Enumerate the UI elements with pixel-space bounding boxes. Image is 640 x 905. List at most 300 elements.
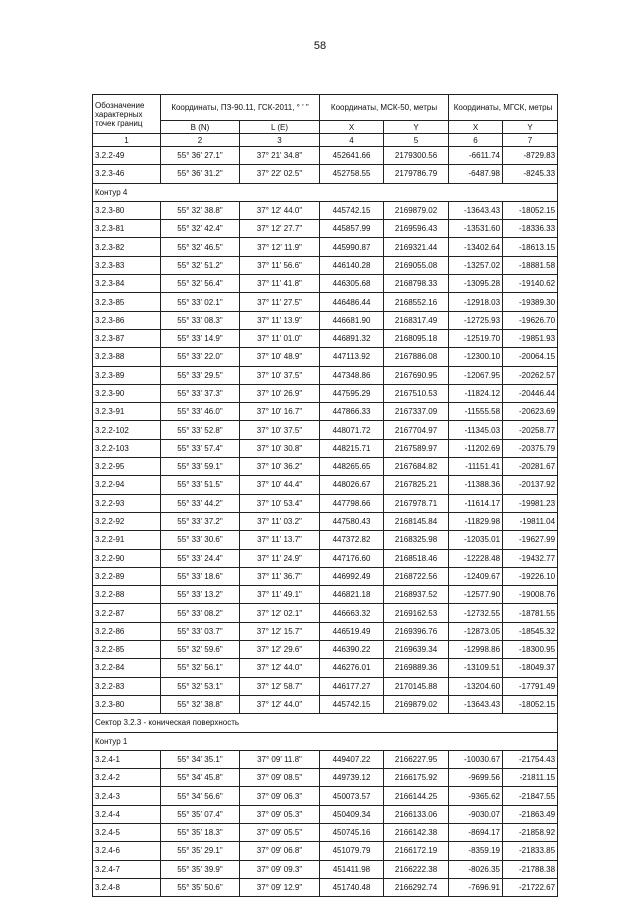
table-row (93, 147, 558, 165)
msk-x-cell: 447372.82 (320, 531, 384, 549)
longitude-cell: 37° 09' 11.8" (240, 750, 320, 768)
msk-x-cell: 446390.22 (320, 641, 384, 659)
table-row (93, 348, 558, 366)
longitude-cell: 37° 12' 58.7" (240, 677, 320, 695)
latitude-cell: 55° 36' 27.1" (161, 147, 240, 165)
msk-x-cell: 452641.66 (320, 147, 384, 165)
mgsk-x-cell: -10030.67 (449, 750, 503, 768)
point-id-cell: 3.2.2-84 (93, 659, 161, 677)
msk-x-cell: 445742.15 (320, 201, 384, 219)
mgsk-y-cell: -21847.55 (503, 787, 558, 805)
latitude-cell: 55° 33' 44.2" (161, 494, 240, 512)
msk-y-cell: 2168722.56 (384, 567, 449, 585)
point-id-cell: 3.2.3-91 (93, 403, 161, 421)
longitude-cell: 37° 09' 06.3" (240, 787, 320, 805)
longitude-cell: 37° 10' 37.5" (240, 366, 320, 384)
longitude-cell: 37° 10' 36.2" (240, 458, 320, 476)
msk-y-cell: 2169321.44 (384, 238, 449, 256)
point-id-cell: 3.2.4-4 (93, 805, 161, 823)
msk-x-cell: 451740.48 (320, 878, 384, 896)
header-b: B (N) (161, 121, 240, 134)
mgsk-x-cell: -11824.12 (449, 384, 503, 402)
point-id-cell: 3.2.4-6 (93, 842, 161, 860)
mgsk-y-cell: -19226.10 (503, 567, 558, 585)
latitude-cell: 55° 33' 08.2" (161, 604, 240, 622)
mgsk-y-cell: -19811.04 (503, 512, 558, 530)
mgsk-y-cell: -21754.43 (503, 750, 558, 768)
section-label: Сектор 3.2.3 - коническая поверхность (93, 714, 558, 732)
msk-x-cell: 446891.32 (320, 329, 384, 347)
msk-x-cell: 447176.60 (320, 549, 384, 567)
table-row (93, 165, 558, 183)
msk-y-cell: 2179300.56 (384, 147, 449, 165)
mgsk-y-cell: -18052.15 (503, 201, 558, 219)
msk-x-cell: 447798.66 (320, 494, 384, 512)
table-row (93, 586, 558, 604)
mgsk-x-cell: -9365.62 (449, 787, 503, 805)
mgsk-x-cell: -11614.17 (449, 494, 503, 512)
msk-y-cell: 2167510.53 (384, 384, 449, 402)
msk-x-cell: 451079.79 (320, 842, 384, 860)
msk-y-cell: 2167690.95 (384, 366, 449, 384)
table-row (93, 567, 558, 585)
msk-y-cell: 2168145.84 (384, 512, 449, 530)
point-id-cell: 3.2.4-5 (93, 823, 161, 841)
msk-y-cell: 2169889.36 (384, 659, 449, 677)
latitude-cell: 55° 33' 57.4" (161, 439, 240, 457)
mgsk-x-cell: -12998.86 (449, 641, 503, 659)
latitude-cell: 55° 35' 18.3" (161, 823, 240, 841)
table-row (93, 695, 558, 713)
msk-x-cell: 447866.33 (320, 403, 384, 421)
longitude-cell: 37° 09' 12.9" (240, 878, 320, 896)
mgsk-y-cell: -19432.77 (503, 549, 558, 567)
msk-x-cell: 446140.28 (320, 256, 384, 274)
column-number: 7 (503, 134, 558, 147)
longitude-cell: 37° 09' 05.3" (240, 805, 320, 823)
longitude-cell: 37° 12' 29.6" (240, 641, 320, 659)
latitude-cell: 55° 33' 08.3" (161, 311, 240, 329)
section-row (93, 732, 558, 750)
longitude-cell: 37° 12' 02.1" (240, 604, 320, 622)
mgsk-y-cell: -19389.30 (503, 293, 558, 311)
mgsk-y-cell: -17791.49 (503, 677, 558, 695)
msk-y-cell: 2169055.08 (384, 256, 449, 274)
longitude-cell: 37° 10' 30.8" (240, 439, 320, 457)
point-id-cell: 3.2.3-87 (93, 329, 161, 347)
point-id-cell: 3.2.2-86 (93, 622, 161, 640)
mgsk-y-cell: -18336.33 (503, 220, 558, 238)
msk-x-cell: 446663.32 (320, 604, 384, 622)
mgsk-x-cell: -12732.55 (449, 604, 503, 622)
point-id-cell: 3.2.3-83 (93, 256, 161, 274)
point-id-cell: 3.2.4-1 (93, 750, 161, 768)
table-row (93, 805, 558, 823)
msk-x-cell: 446681.90 (320, 311, 384, 329)
mgsk-y-cell: -19008.76 (503, 586, 558, 604)
point-id-cell: 3.2.3-46 (93, 165, 161, 183)
column-number: 1 (93, 134, 161, 147)
mgsk-y-cell: -19627.99 (503, 531, 558, 549)
point-id-cell: 3.2.3-80 (93, 695, 161, 713)
mgsk-y-cell: -8245.33 (503, 165, 558, 183)
mgsk-x-cell: -11555.58 (449, 403, 503, 421)
latitude-cell: 55° 32' 42.4" (161, 220, 240, 238)
latitude-cell: 55° 33' 30.6" (161, 531, 240, 549)
msk-y-cell: 2166133.06 (384, 805, 449, 823)
longitude-cell: 37° 11' 36.7" (240, 567, 320, 585)
mgsk-x-cell: -12300.10 (449, 348, 503, 366)
latitude-cell: 55° 32' 56.4" (161, 275, 240, 293)
msk-y-cell: 2167704.97 (384, 421, 449, 439)
msk-x-cell: 448215.71 (320, 439, 384, 457)
latitude-cell: 55° 34' 45.8" (161, 769, 240, 787)
latitude-cell: 55° 33' 22.0" (161, 348, 240, 366)
longitude-cell: 37° 09' 06.8" (240, 842, 320, 860)
longitude-cell: 37° 12' 11.9" (240, 238, 320, 256)
longitude-cell: 37° 21' 34.8" (240, 147, 320, 165)
table-row (93, 677, 558, 695)
mgsk-x-cell: -13643.43 (449, 201, 503, 219)
mgsk-x-cell: -12035.01 (449, 531, 503, 549)
mgsk-x-cell: -9030.07 (449, 805, 503, 823)
mgsk-y-cell: -18613.15 (503, 238, 558, 256)
msk-x-cell: 446486.44 (320, 293, 384, 311)
column-number: 6 (449, 134, 503, 147)
latitude-cell: 55° 33' 13.2" (161, 586, 240, 604)
mgsk-x-cell: -11829.98 (449, 512, 503, 530)
latitude-cell: 55° 33' 52.8" (161, 421, 240, 439)
mgsk-x-cell: -13095.28 (449, 275, 503, 293)
msk-x-cell: 447348.86 (320, 366, 384, 384)
table-row (93, 878, 558, 896)
point-id-cell: 3.2.2-93 (93, 494, 161, 512)
point-id-cell: 3.2.2-102 (93, 421, 161, 439)
mgsk-y-cell: -8729.83 (503, 147, 558, 165)
latitude-cell: 55° 32' 38.8" (161, 695, 240, 713)
msk-x-cell: 445990.87 (320, 238, 384, 256)
mgsk-y-cell: -20281.67 (503, 458, 558, 476)
longitude-cell: 37° 10' 26.9" (240, 384, 320, 402)
section-row (93, 183, 558, 201)
msk-y-cell: 2167589.97 (384, 439, 449, 457)
longitude-cell: 37° 22' 02.5" (240, 165, 320, 183)
msk-x-cell: 446992.49 (320, 567, 384, 585)
msk-y-cell: 2168518.46 (384, 549, 449, 567)
header-point-designation: Обозначение характерных точек границ (93, 95, 161, 134)
msk-y-cell: 2167684.82 (384, 458, 449, 476)
mgsk-y-cell: -21811.15 (503, 769, 558, 787)
table-row (93, 787, 558, 805)
msk-x-cell: 448026.67 (320, 476, 384, 494)
msk-x-cell: 450745.16 (320, 823, 384, 841)
point-id-cell: 3.2.2-92 (93, 512, 161, 530)
table-row (93, 421, 558, 439)
point-id-cell: 3.2.2-94 (93, 476, 161, 494)
mgsk-x-cell: -8359.19 (449, 842, 503, 860)
longitude-cell: 37° 11' 13.9" (240, 311, 320, 329)
longitude-cell: 37° 10' 53.4" (240, 494, 320, 512)
point-id-cell: 3.2.2-90 (93, 549, 161, 567)
latitude-cell: 55° 33' 02.1" (161, 293, 240, 311)
latitude-cell: 55° 35' 39.9" (161, 860, 240, 878)
mgsk-y-cell: -20258.77 (503, 421, 558, 439)
mgsk-y-cell: -20446.44 (503, 384, 558, 402)
header-msk-coordinates: Координаты, МСК-50, метры (320, 95, 449, 121)
msk-x-cell: 449739.12 (320, 769, 384, 787)
mgsk-x-cell: -13257.02 (449, 256, 503, 274)
header-geo-coordinates: Координаты, ПЗ-90.11, ГСК-2011, ° ' " (161, 95, 320, 121)
point-id-cell: 3.2.4-2 (93, 769, 161, 787)
latitude-cell: 55° 32' 56.1" (161, 659, 240, 677)
latitude-cell: 55° 32' 46.5" (161, 238, 240, 256)
point-id-cell: 3.2.2-95 (93, 458, 161, 476)
longitude-cell: 37° 12' 44.0" (240, 659, 320, 677)
msk-y-cell: 2169879.02 (384, 695, 449, 713)
mgsk-x-cell: -12228.48 (449, 549, 503, 567)
mgsk-x-cell: -7696.91 (449, 878, 503, 896)
coordinates-table (92, 94, 558, 897)
msk-y-cell: 2168325.98 (384, 531, 449, 549)
msk-y-cell: 2166227.95 (384, 750, 449, 768)
msk-x-cell: 450409.34 (320, 805, 384, 823)
mgsk-x-cell: -6611.74 (449, 147, 503, 165)
point-id-cell: 3.2.3-90 (93, 384, 161, 402)
mgsk-y-cell: -18881.58 (503, 256, 558, 274)
mgsk-x-cell: -12067.95 (449, 366, 503, 384)
table-row (93, 366, 558, 384)
table-row (93, 220, 558, 238)
header-x-mgsk: X (449, 121, 503, 134)
table-row (93, 439, 558, 457)
msk-y-cell: 2179786.79 (384, 165, 449, 183)
section-row (93, 714, 558, 732)
longitude-cell: 37° 10' 44.4" (240, 476, 320, 494)
mgsk-y-cell: -19851.93 (503, 329, 558, 347)
table-row (93, 311, 558, 329)
table-row (93, 238, 558, 256)
latitude-cell: 55° 33' 37.2" (161, 512, 240, 530)
page-number: 58 (313, 40, 327, 52)
longitude-cell: 37° 11' 01.0" (240, 329, 320, 347)
msk-y-cell: 2169396.76 (384, 622, 449, 640)
mgsk-y-cell: -18545.32 (503, 622, 558, 640)
mgsk-y-cell: -21722.67 (503, 878, 558, 896)
table-row (93, 531, 558, 549)
msk-y-cell: 2168317.49 (384, 311, 449, 329)
longitude-cell: 37° 11' 49.1" (240, 586, 320, 604)
table-body (93, 147, 558, 897)
mgsk-x-cell: -9699.56 (449, 769, 503, 787)
latitude-cell: 55° 35' 29.1" (161, 842, 240, 860)
mgsk-y-cell: -20137.92 (503, 476, 558, 494)
table-row (93, 384, 558, 402)
msk-x-cell: 445857.99 (320, 220, 384, 238)
point-id-cell: 3.2.2-91 (93, 531, 161, 549)
latitude-cell: 55° 33' 37.3" (161, 384, 240, 402)
msk-y-cell: 2170145.88 (384, 677, 449, 695)
mgsk-y-cell: -19626.70 (503, 311, 558, 329)
table-row (93, 458, 558, 476)
mgsk-x-cell: -11345.03 (449, 421, 503, 439)
point-id-cell: 3.2.4-8 (93, 878, 161, 896)
mgsk-x-cell: -13643.43 (449, 695, 503, 713)
table-row (93, 860, 558, 878)
latitude-cell: 55° 33' 24.4" (161, 549, 240, 567)
latitude-cell: 55° 35' 50.6" (161, 878, 240, 896)
column-number: 2 (161, 134, 240, 147)
table-row (93, 549, 558, 567)
msk-x-cell: 449407.22 (320, 750, 384, 768)
mgsk-x-cell: -11388.36 (449, 476, 503, 494)
column-number: 3 (240, 134, 320, 147)
mgsk-x-cell: -6487.98 (449, 165, 503, 183)
msk-x-cell: 446177.27 (320, 677, 384, 695)
msk-y-cell: 2168552.16 (384, 293, 449, 311)
msk-x-cell: 446305.68 (320, 275, 384, 293)
header-y-msk: Y (384, 121, 449, 134)
header-x-msk: X (320, 121, 384, 134)
latitude-cell: 55° 36' 31.2" (161, 165, 240, 183)
msk-y-cell: 2167825.21 (384, 476, 449, 494)
msk-y-cell: 2166175.92 (384, 769, 449, 787)
latitude-cell: 55° 33' 14.9" (161, 329, 240, 347)
msk-y-cell: 2167978.71 (384, 494, 449, 512)
msk-x-cell: 451411.98 (320, 860, 384, 878)
table-row (93, 604, 558, 622)
latitude-cell: 55° 33' 51.5" (161, 476, 240, 494)
latitude-cell: 55° 33' 46.0" (161, 403, 240, 421)
msk-x-cell: 452758.55 (320, 165, 384, 183)
msk-y-cell: 2169162.53 (384, 604, 449, 622)
msk-x-cell: 446821.18 (320, 586, 384, 604)
msk-y-cell: 2167337.09 (384, 403, 449, 421)
table-row (93, 659, 558, 677)
latitude-cell: 55° 34' 35.1" (161, 750, 240, 768)
point-id-cell: 3.2.3-88 (93, 348, 161, 366)
point-id-cell: 3.2.3-86 (93, 311, 161, 329)
latitude-cell: 55° 34' 56.6" (161, 787, 240, 805)
latitude-cell: 55° 32' 51.2" (161, 256, 240, 274)
latitude-cell: 55° 32' 59.6" (161, 641, 240, 659)
msk-x-cell: 446276.01 (320, 659, 384, 677)
header-l: L (E) (240, 121, 320, 134)
longitude-cell: 37° 12' 27.7" (240, 220, 320, 238)
latitude-cell: 55° 33' 29.5" (161, 366, 240, 384)
longitude-cell: 37° 12' 44.0" (240, 201, 320, 219)
table-row (93, 512, 558, 530)
point-id-cell: 3.2.2-103 (93, 439, 161, 457)
table-row (93, 256, 558, 274)
point-id-cell: 3.2.2-89 (93, 567, 161, 585)
mgsk-x-cell: -11202.69 (449, 439, 503, 457)
mgsk-y-cell: -20623.69 (503, 403, 558, 421)
mgsk-x-cell: -12918.03 (449, 293, 503, 311)
longitude-cell: 37° 10' 37.5" (240, 421, 320, 439)
mgsk-y-cell: -21863.49 (503, 805, 558, 823)
table-row (93, 494, 558, 512)
longitude-cell: 37° 09' 09.3" (240, 860, 320, 878)
mgsk-y-cell: -21833.85 (503, 842, 558, 860)
point-id-cell: 3.2.2-85 (93, 641, 161, 659)
table-row (93, 275, 558, 293)
msk-y-cell: 2166172.19 (384, 842, 449, 860)
msk-y-cell: 2166292.74 (384, 878, 449, 896)
mgsk-y-cell: -21788.38 (503, 860, 558, 878)
longitude-cell: 37° 11' 56.6" (240, 256, 320, 274)
msk-y-cell: 2166222.38 (384, 860, 449, 878)
mgsk-x-cell: -12519.70 (449, 329, 503, 347)
mgsk-y-cell: -18052.15 (503, 695, 558, 713)
mgsk-y-cell: -18300.95 (503, 641, 558, 659)
point-id-cell: 3.2.3-85 (93, 293, 161, 311)
table-row (93, 201, 558, 219)
table-row (93, 622, 558, 640)
table-row (93, 329, 558, 347)
latitude-cell: 55° 32' 38.8" (161, 201, 240, 219)
point-id-cell: 3.2.4-7 (93, 860, 161, 878)
table-row (93, 641, 558, 659)
msk-y-cell: 2168095.18 (384, 329, 449, 347)
point-id-cell: 3.2.3-89 (93, 366, 161, 384)
msk-x-cell: 450073.57 (320, 787, 384, 805)
mgsk-y-cell: -18781.55 (503, 604, 558, 622)
mgsk-x-cell: -12409.67 (449, 567, 503, 585)
mgsk-x-cell: -13204.60 (449, 677, 503, 695)
header-mgsk-coordinates: Координаты, МГСК, метры (449, 95, 558, 121)
mgsk-x-cell: -12873.05 (449, 622, 503, 640)
mgsk-x-cell: -12577.90 (449, 586, 503, 604)
point-id-cell: 3.2.3-80 (93, 201, 161, 219)
column-number: 5 (384, 134, 449, 147)
longitude-cell: 37° 10' 16.7" (240, 403, 320, 421)
latitude-cell: 55° 32' 53.1" (161, 677, 240, 695)
latitude-cell: 55° 33' 03.7" (161, 622, 240, 640)
mgsk-x-cell: -13531.60 (449, 220, 503, 238)
msk-y-cell: 2166144.25 (384, 787, 449, 805)
mgsk-x-cell: -13109.51 (449, 659, 503, 677)
msk-y-cell: 2167886.08 (384, 348, 449, 366)
mgsk-x-cell: -8026.35 (449, 860, 503, 878)
mgsk-y-cell: -19140.62 (503, 275, 558, 293)
longitude-cell: 37° 11' 41.8" (240, 275, 320, 293)
msk-y-cell: 2169596.43 (384, 220, 449, 238)
table-row (93, 823, 558, 841)
point-id-cell: 3.2.2-49 (93, 147, 161, 165)
msk-x-cell: 448071.72 (320, 421, 384, 439)
mgsk-x-cell: -11151.41 (449, 458, 503, 476)
longitude-cell: 37° 11' 24.9" (240, 549, 320, 567)
msk-y-cell: 2169879.02 (384, 201, 449, 219)
point-id-cell: 3.2.4-3 (93, 787, 161, 805)
msk-x-cell: 447595.29 (320, 384, 384, 402)
mgsk-x-cell: -12725.93 (449, 311, 503, 329)
msk-x-cell: 448265.65 (320, 458, 384, 476)
longitude-cell: 37° 11' 27.5" (240, 293, 320, 311)
mgsk-y-cell: -20375.79 (503, 439, 558, 457)
longitude-cell: 37° 10' 48.9" (240, 348, 320, 366)
latitude-cell: 55° 33' 18.6" (161, 567, 240, 585)
point-id-cell: 3.2.3-81 (93, 220, 161, 238)
mgsk-y-cell: -20262.57 (503, 366, 558, 384)
mgsk-y-cell: -21858.92 (503, 823, 558, 841)
msk-x-cell: 447113.92 (320, 348, 384, 366)
point-id-cell: 3.2.3-84 (93, 275, 161, 293)
point-id-cell: 3.2.2-83 (93, 677, 161, 695)
table-row (93, 842, 558, 860)
msk-x-cell: 447580.43 (320, 512, 384, 530)
msk-y-cell: 2169639.34 (384, 641, 449, 659)
